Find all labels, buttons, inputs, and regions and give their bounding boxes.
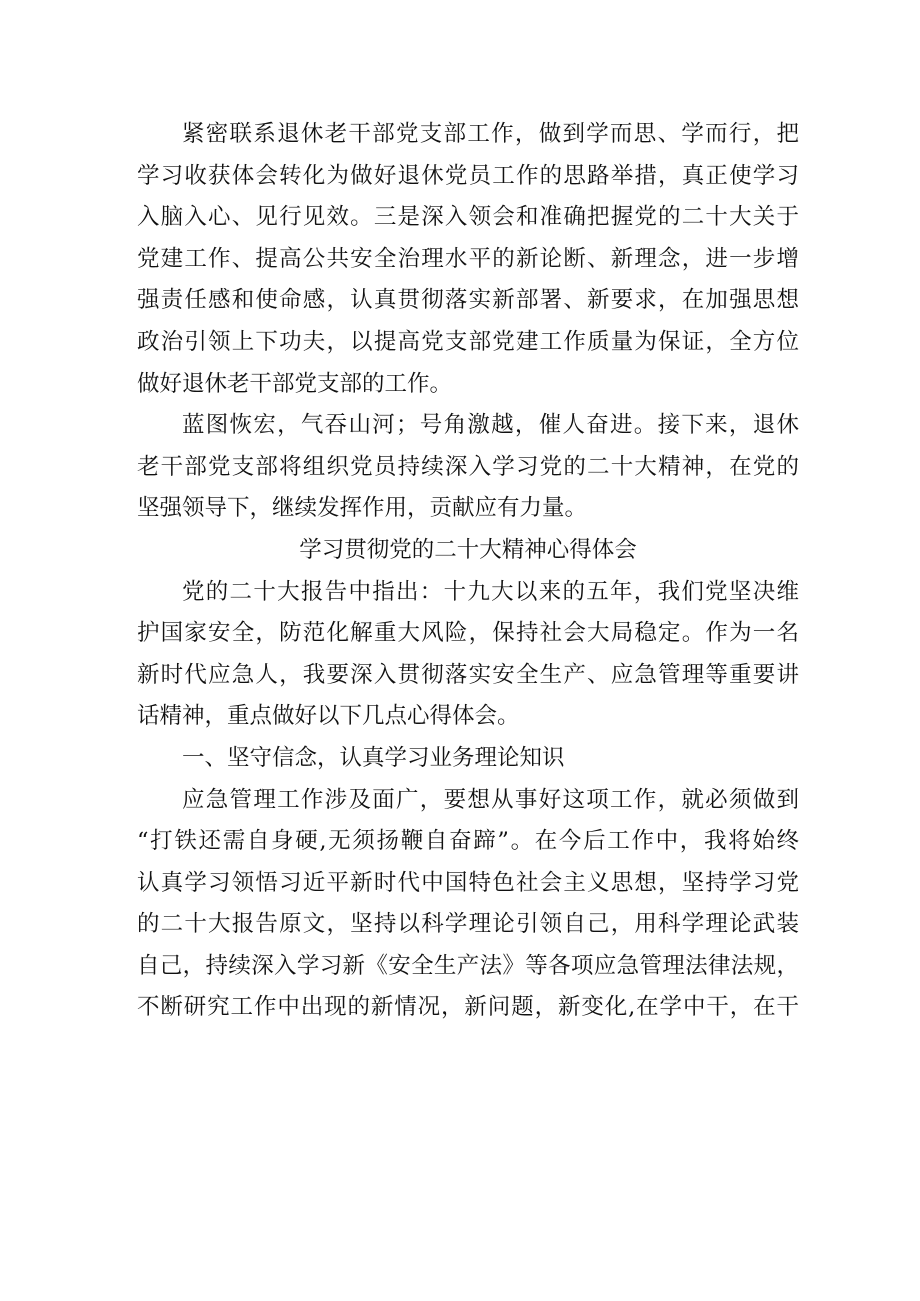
paragraph-line: 紧密联系退休老干部党支部工作，做到学而思、学而行，把 bbox=[182, 121, 799, 147]
section-heading: 一、坚守信念，认真学习业务理论知识 bbox=[182, 744, 565, 771]
paragraph-line: 入脑入心、见行见效。三是深入领会和准确把握党的二十大关于 bbox=[137, 204, 799, 231]
paragraph-line: 做好退休老干部党支部的工作。 bbox=[137, 370, 453, 397]
document-body bbox=[137, 114, 799, 1029]
paragraph-line: 党的二十大报告中指出：十九大以来的五年，我们党坚决维 bbox=[182, 578, 799, 605]
paragraph-line: 不断研究工作中出现的新情况，新问题，新变化,在学中干，在干 bbox=[137, 994, 799, 1021]
section-title: 学习贯彻党的二十大精神心得体会 bbox=[299, 536, 637, 563]
paragraph-line: 的二十大报告原文，坚持以科学理论引领自己，用科学理论武装 bbox=[137, 911, 799, 938]
paragraph-line: 话精神，重点做好以下几点心得体会。 bbox=[137, 703, 520, 730]
paragraph-line: 坚强领导下，继续发挥作用，贡献应有力量。 bbox=[137, 495, 588, 522]
paragraph-line: 强责任感和使命感，认真贯彻落实新部署、新要求，在加强思想 bbox=[137, 287, 799, 314]
paragraph-line: 新时代应急人，我要深入贯彻落实安全生产、应急管理等重要讲 bbox=[137, 661, 799, 688]
paragraph-line: 学习收获体会转化为做好退休党员工作的思路举措，真正使学习 bbox=[137, 162, 799, 189]
paragraph-line: 认真学习领悟习近平新时代中国特色社会主义思想，坚持学习党 bbox=[137, 869, 799, 896]
paragraph-line: 老干部党支部将组织党员持续深入学习党的二十大精神，在党的 bbox=[137, 453, 799, 480]
paragraph-line: 蓝图恢宏，气吞山河；号角激越，催人奋进。接下来，退休 bbox=[182, 412, 799, 439]
paragraph-line: 自己，持续深入学习新《安全生产法》等各项应急管理法律法规， bbox=[137, 952, 799, 979]
paragraph-line: 政治引领上下功夫，以提高党支部党建工作质量为保证，全方位 bbox=[137, 328, 799, 355]
paragraph-line: 应急管理工作涉及面广，要想从事好这项工作，就必须做到 bbox=[182, 786, 799, 813]
paragraph-line: 护国家安全，防范化解重大风险，保持社会大局稳定。作为一名 bbox=[137, 620, 799, 647]
paragraph-line: “打铁还需自身硬,无须扬鞭自奋蹄”。在今后工作中，我将始终 bbox=[137, 828, 799, 855]
paragraph-line: 党建工作、提高公共安全治理水平的新论断、新理念，进一步增 bbox=[137, 245, 799, 272]
